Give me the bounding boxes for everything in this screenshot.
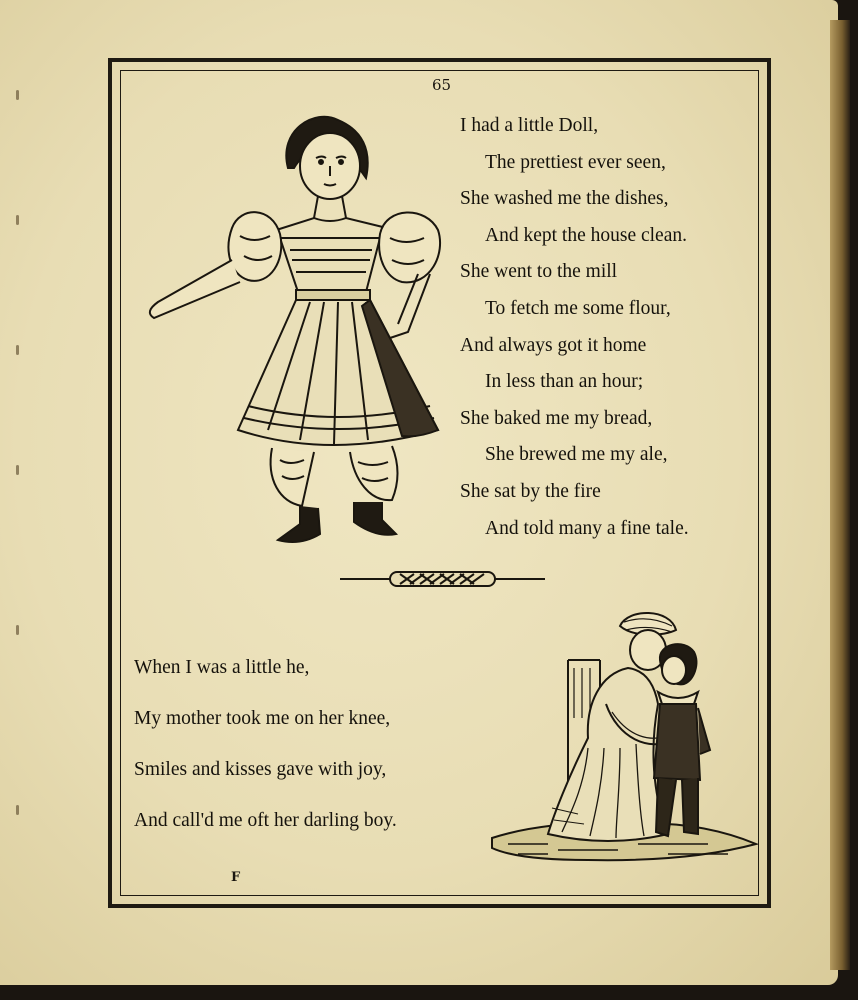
signature-mark: F [231,870,241,885]
poem-line: And kept the house clean. [485,224,687,246]
ornamental-divider [340,568,545,590]
mother-child-illustration [488,608,760,868]
poem-line: Smiles and kisses gave with joy, [134,759,387,780]
poem-line: In less than an hour; [485,371,644,393]
poem-line: She went to the mill [460,261,618,283]
poem-line: I had a little Doll, [460,115,599,136]
poem-line: She brewed me my ale, [485,444,668,466]
poem-line: She washed me the dishes, [460,188,669,210]
poem-line: To fetch me some flour, [485,297,671,319]
poem-line: She baked me my bread, [460,407,653,429]
poem-line: And always got it home [460,334,647,356]
poem-line: The prettiest ever seen, [485,151,666,173]
poem-line: My mother took me on her knee, [134,708,391,729]
poem-mother [134,642,479,846]
poem-line: When I was a little he, [134,657,310,678]
poem-line: And call'd me oft her darling boy. [134,810,397,831]
poem-line: And told many a fine tale. [485,517,689,539]
poem-doll [460,108,765,547]
page-number: 65 [432,76,452,94]
page-edge [830,20,850,970]
doll-illustration [140,110,445,555]
poem-line: She sat by the fire [460,480,601,502]
